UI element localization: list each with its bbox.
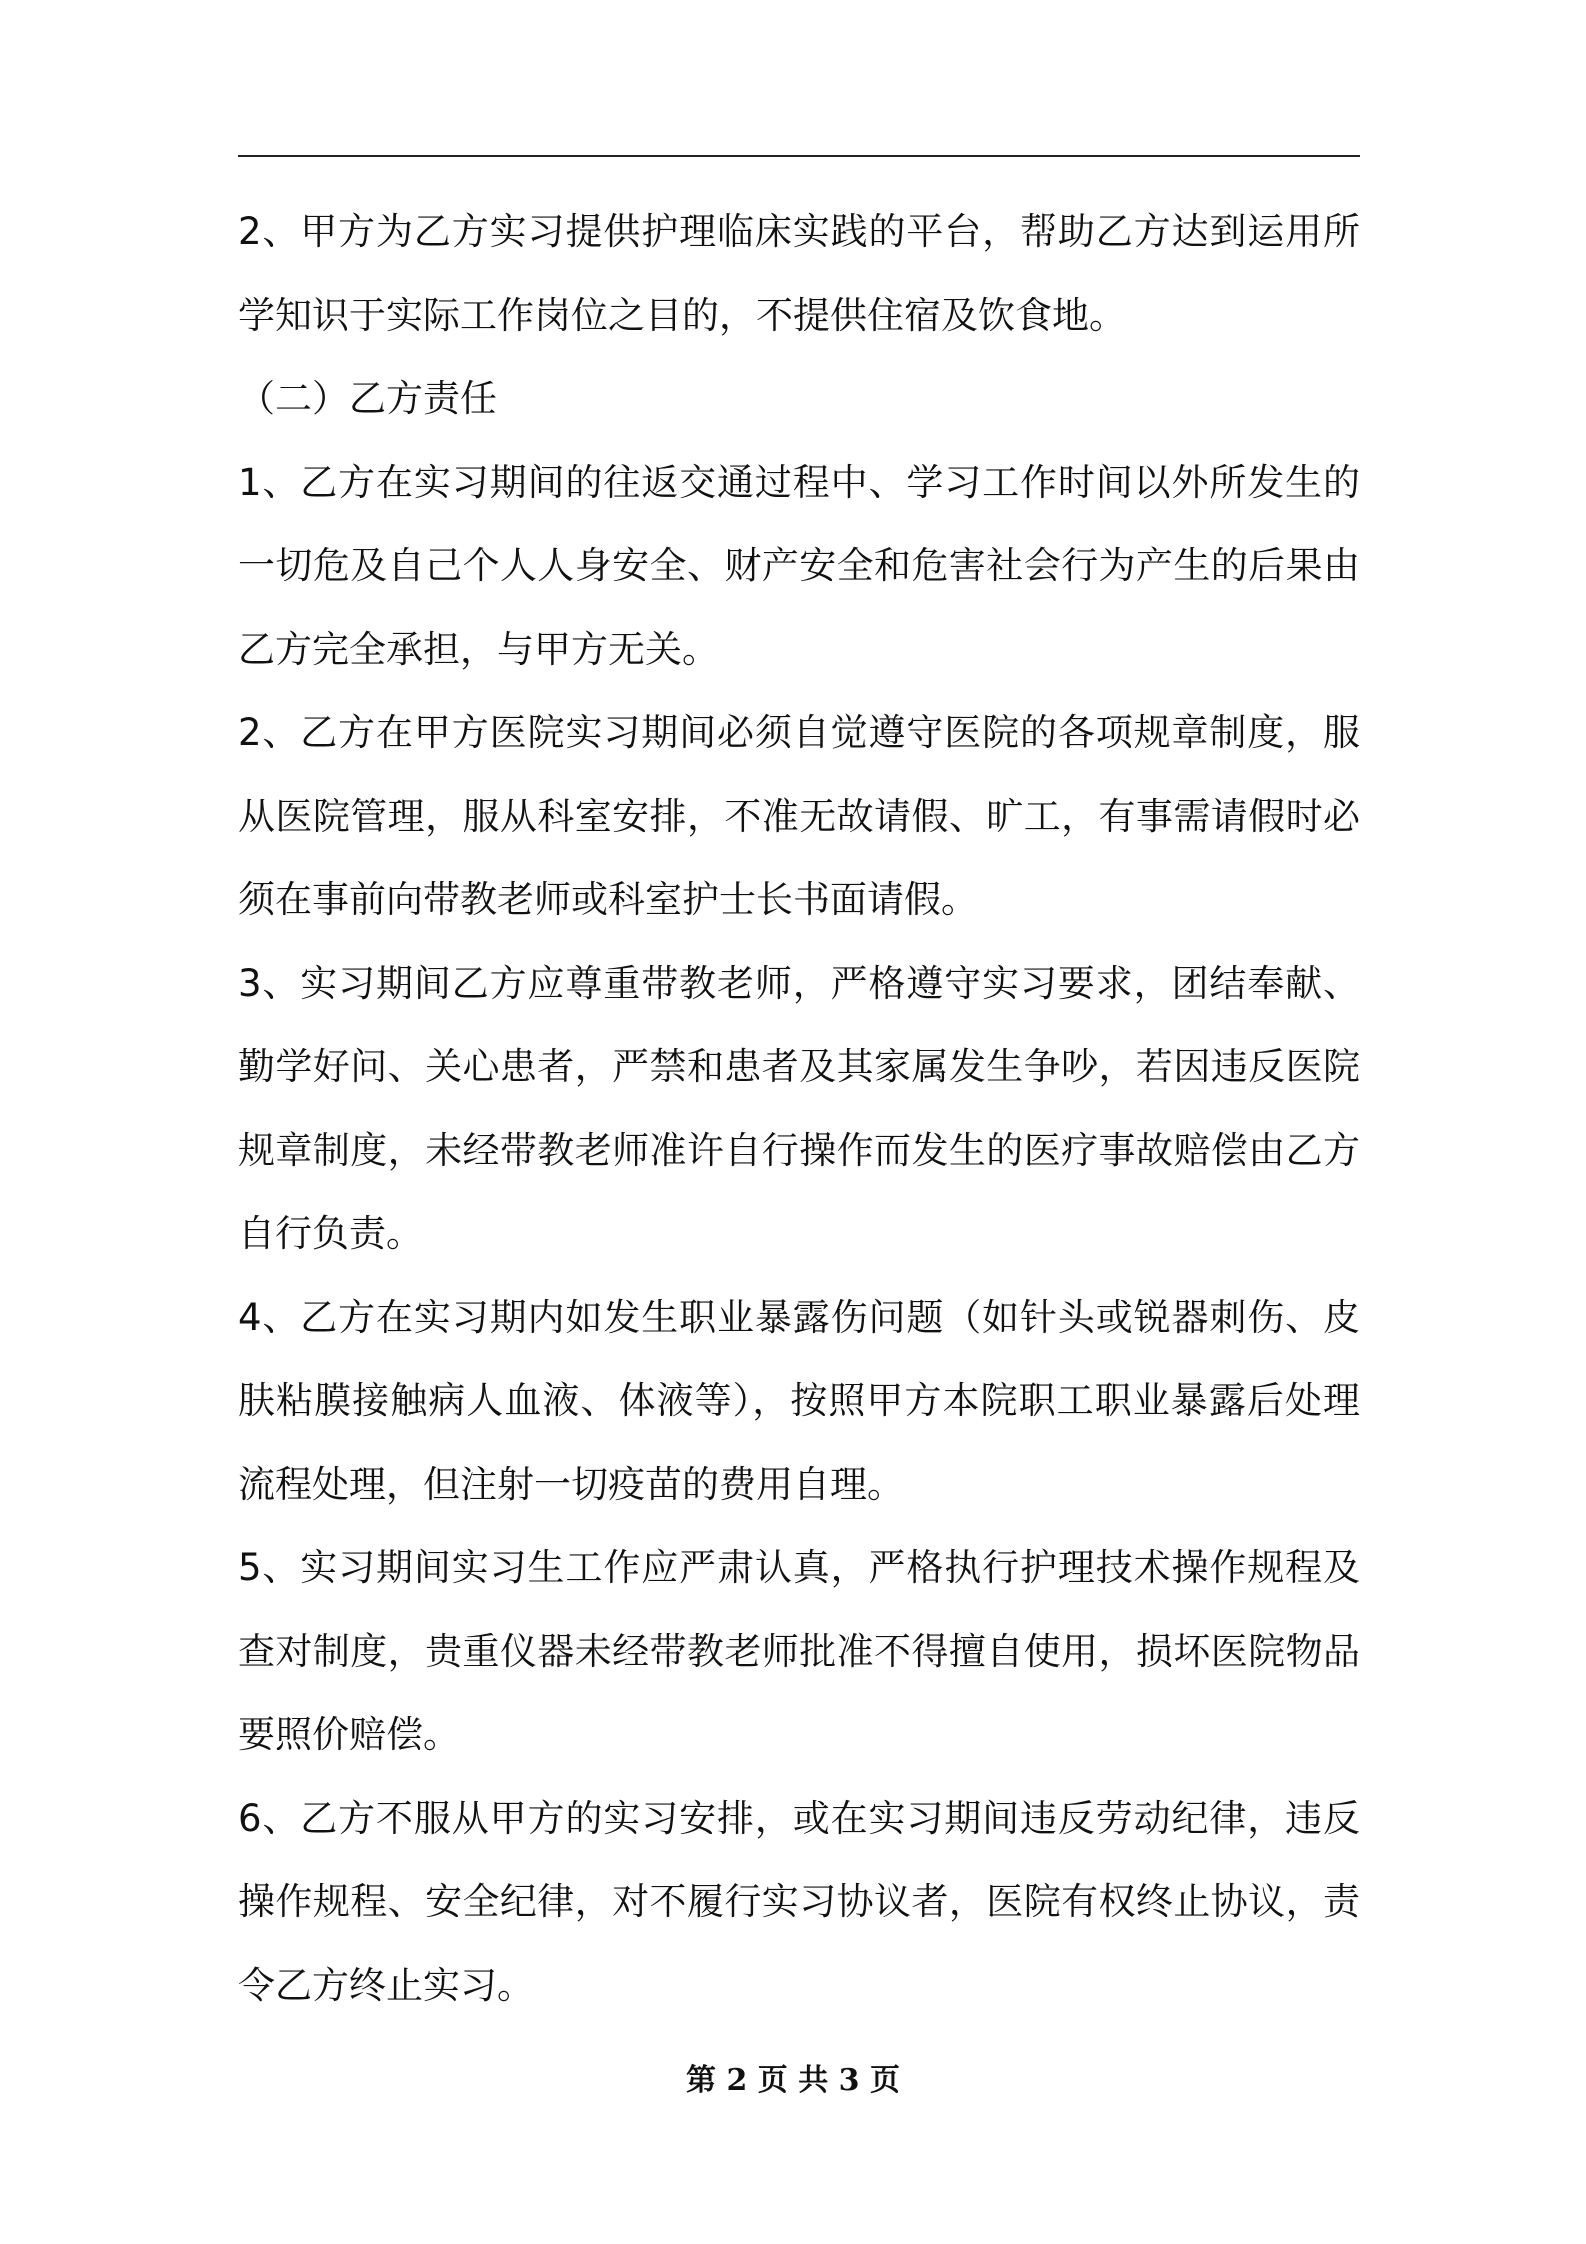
clause-yi-6: 6、乙方不服从甲方的实习安排，或在实习期间违反劳动纪律，违反操作规程、安全纪律，对不履行实习协议者，医院有权终止协议，责令乙方终止实习。 [238, 1796, 1360, 2007]
clause-yi-1: 1、乙方在实习期间的往返交通过程中、学习工作时间以外所发生的一切危及自己个人人身安全、财产安全和危害社会行为产生的后果由乙方完全承担，与甲方无关。 [238, 460, 1360, 671]
clause-yi-5: 5、实习期间实习生工作应严肃认真，严格执行护理技术操作规程及查对制度，贵重仪器未经带教老师批准不得擅自使用，损坏医院物品要照价赔偿。 [238, 1546, 1360, 1756]
section-heading-yi-responsibility: （二）乙方责任 [238, 377, 497, 420]
page-number: 第 2 页 共 3 页 [686, 2063, 900, 2098]
document-body [238, 190, 1360, 2027]
clause-yi-4: 4、乙方在实习期内如发生职业暴露伤问题（如针头或锐器刺伤、皮肤粘膜接触病人血液、体液等），按照甲方本院职工职业暴露后处理流程处理，但注射一切疫苗的费用自理。 [238, 1295, 1360, 1506]
clause-yi-2: 2、乙方在甲方医院实习期间必须自觉遵守医院的各项规章制度，服从医院管理，服从科室安排，不准无故请假、旷工，有事需请假时必须在事前向带教老师或科室护士长书面请假。 [238, 711, 1360, 921]
header-rule [238, 155, 1360, 157]
clause-yi-3: 3、实习期间乙方应尊重带教老师，严格遵守实习要求，团结奉献、勤学好问、关心患者，严禁和患者及其家属发生争吵，若因违反医院规章制度，未经带教老师准许自行操作而发生的医疗事故赔偿由乙方自行负责。 [238, 961, 1360, 1255]
clause-jia-2: 2、甲方为乙方实习提供护理临床实践的平台，帮助乙方达到运用所学知识于实际工作岗位之目的，不提供住宿及饮食地。 [238, 210, 1360, 337]
